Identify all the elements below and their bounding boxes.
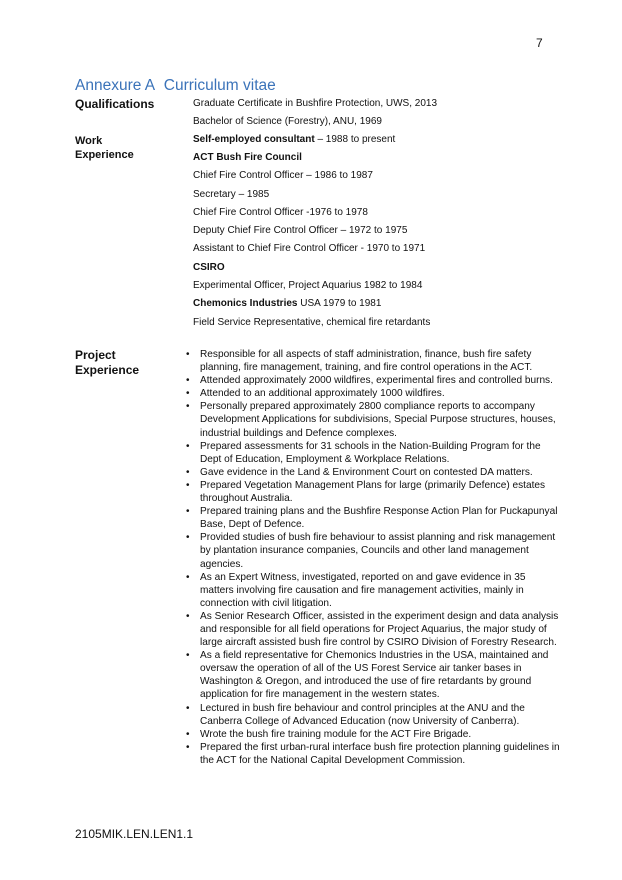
act-bush-fire-council-heading: ACT Bush Fire Council (193, 152, 302, 163)
csiro-heading: CSIRO (193, 262, 225, 273)
qualification-item: Bachelor of Science (Forestry), ANU, 1969 (193, 116, 382, 127)
list-item: • As a field representative for Chemonics Industries in the USA, maintained and oversaw the operation of all of the US Forest Service air tanker bases in Washington & Oregon, and introduced the use of fire retardants by ground application for fire management in the western states. (200, 649, 560, 701)
chemonics-dates: USA 1979 to 1981 (297, 298, 382, 309)
work-label-line2: Experience (75, 149, 134, 161)
list-item: • Prepared the first urban-rural interface bush fire protection planning guidelines in the ACT for the National Capital Development Commission. (200, 741, 560, 767)
list-item: • Personally prepared approximately 2800 compliance reports to accompany Development Applications for subdivisions, Special Purpose structures, houses, industrial buildings and Defence complexes. (200, 400, 560, 439)
list-item: • Responsible for all aspects of staff administration, finance, bush fire safety planning, fire management, training, and fire control operations in the ACT. (200, 348, 560, 374)
csiro-role: Experimental Officer, Project Aquarius 1982 to 1984 (193, 280, 423, 291)
chemonics-title: Chemonics Industries (193, 298, 298, 309)
list-item: • Gave evidence in the Land & Environment Court on contested DA matters. (200, 466, 560, 479)
list-item: • Wrote the bush fire training module for the ACT Fire Brigade. (200, 728, 560, 741)
list-item: • Prepared assessments for 31 schools in the Nation-Building Program for the Dept of Education, Employment & Workplace Relations. (200, 440, 560, 466)
list-item: • Prepared training plans and the Bushfire Response Action Plan for Puckapunyal Base, Dept of Defence. (200, 505, 560, 531)
annexure-title (75, 77, 276, 95)
list-item: • As Senior Research Officer, assisted in the experiment design and data analysis and responsible for all field operations for Project Aquarius, the major study of large aircraft assisted bush fire control by CSIRO Division of Forestry Research. (200, 610, 560, 649)
page-number: 7 (536, 36, 543, 50)
self-employed-entry (193, 134, 395, 146)
act-role: Chief Fire Control Officer -1976 to 1978 (193, 207, 368, 218)
annexure-prefix: Annexure A (75, 77, 156, 94)
work-experience-label (75, 134, 134, 162)
project-label-line2: Experience (75, 363, 140, 377)
list-item: • Provided studies of bush fire behaviour to assist planning and risk management by plantation insurance companies, Councils and other land management agencies. (200, 531, 560, 570)
act-role: Assistant to Chief Fire Control Officer - 1970 to 1971 (193, 243, 426, 254)
project-experience-list (0, 348, 560, 767)
self-employed-dates: – 1988 to present (314, 134, 396, 145)
qualification-item: Graduate Certificate in Bushfire Protection, UWS, 2013 (193, 98, 438, 109)
act-role: Secretary – 1985 (193, 189, 270, 200)
list-item: • Prepared Vegetation Management Plans for large (primarily Defence) estates throughout Australia. (200, 479, 560, 505)
list-item: • As an Expert Witness, investigated, reported on and gave evidence in 35 matters involving fire causation and fire management activities, mainly in connection with civil litigation. (200, 571, 560, 610)
act-role: Chief Fire Control Officer – 1986 to 1987 (193, 170, 373, 181)
work-label-line1: Work (75, 135, 103, 147)
list-item: • Attended approximately 2000 wildfires, experimental fires and controlled burns. (200, 374, 560, 387)
chemonics-entry (193, 298, 381, 310)
document-reference-footer: 2105MIK.LEN.LEN1.1 (75, 827, 194, 841)
act-role: Deputy Chief Fire Control Officer – 1972 to 1975 (193, 225, 408, 236)
list-item: • Attended to an additional approximately 1000 wildfires. (200, 387, 560, 400)
list-item: • Lectured in bush fire behaviour and control principles at the ANU and the Canberra College of Advanced Education (now University of Canberra). (200, 702, 560, 728)
chemonics-role: Field Service Representative, chemical fire retardants (193, 317, 431, 328)
project-label-line1: Project (75, 348, 116, 362)
self-employed-title: Self-employed consultant (193, 134, 315, 145)
annexure-heading: Curriculum vitae (163, 77, 276, 94)
qualifications-label: Qualifications (75, 97, 155, 111)
